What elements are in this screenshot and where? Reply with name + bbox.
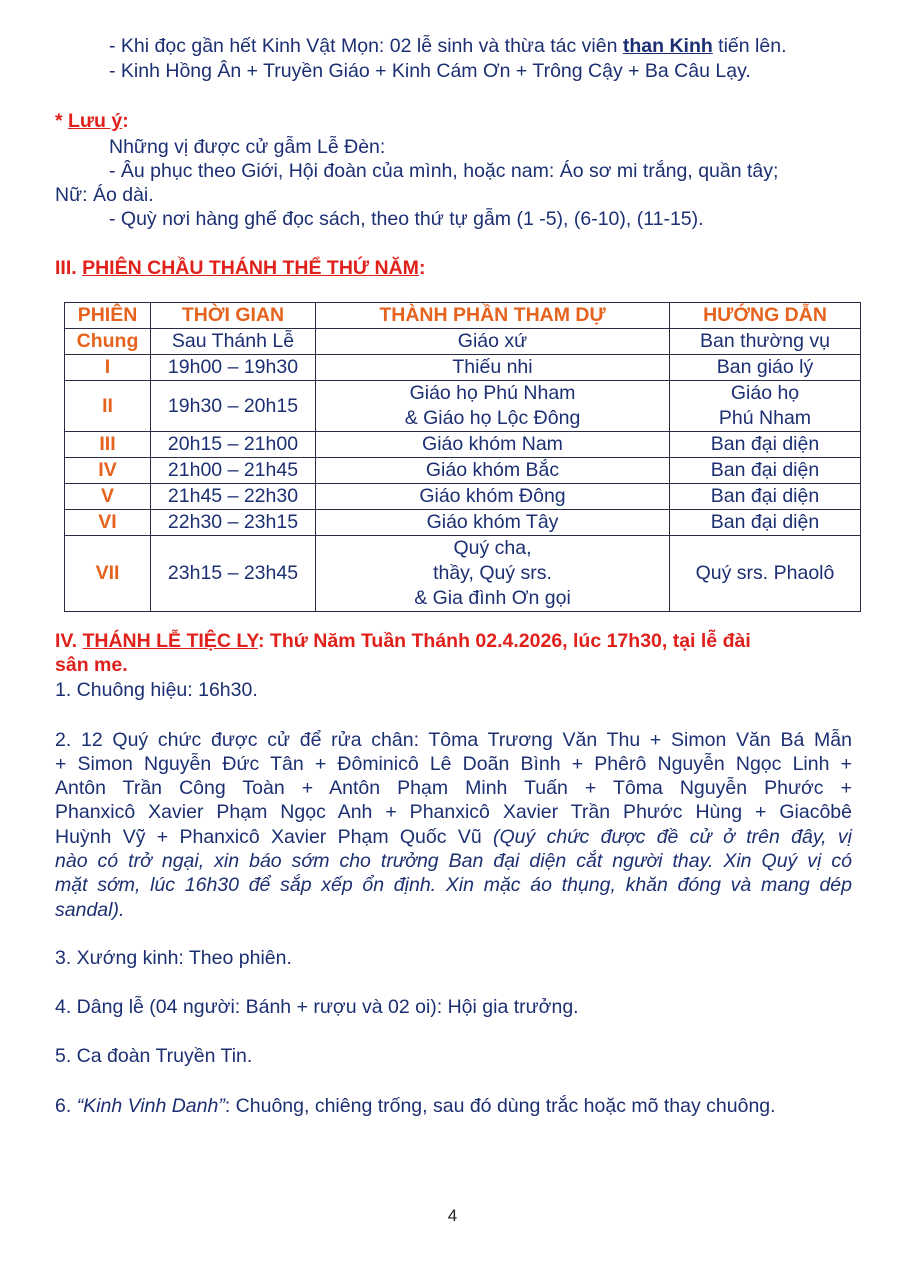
participants-line: Quý cha, bbox=[453, 537, 532, 559]
item-2-line-4: Phanxicô Xavier Phạm Ngọc Anh + Phanxicô Xavier Trần Phước Hùng + Giacôbê bbox=[55, 801, 852, 823]
time-cell: 20h15 – 21h00 bbox=[151, 432, 316, 458]
item-2-line-6: nào có trở ngại, xin báo sớm cho trưởng Ban đại diện cắt người thay. Xin Quý vị có bbox=[55, 850, 852, 872]
item-2-line-7: mặt sớm, lúc 16h30 để sắp xếp ổn định. Xin mặc áo thụng, khăn đóng và mang dép bbox=[55, 874, 852, 896]
item-2-line-5: Huỳnh Vỹ + Phanxicô Xavier Phạm Quốc Vũ (Quý chức được đề cử ở trên đây, vị bbox=[55, 826, 852, 848]
participants-line: Giáo họ Phú Nham bbox=[409, 382, 576, 404]
table-row bbox=[65, 510, 861, 536]
time-cell: 22h30 – 23h15 bbox=[151, 510, 316, 536]
table-row bbox=[65, 381, 861, 432]
section-3-heading: III. PHIÊN CHẦU THÁNH THỂ THỨ NĂM: bbox=[55, 257, 426, 279]
participants-line: thầy, Quý srs. bbox=[433, 562, 552, 584]
guide-cell: Ban đại diện bbox=[670, 432, 861, 458]
guide-cell bbox=[670, 381, 861, 432]
item-3: 3. Xướng kinh: Theo phiên. bbox=[55, 947, 292, 969]
guide-cell: Ban đại diện bbox=[670, 458, 861, 484]
note-heading: * Lưu ý: bbox=[55, 110, 129, 132]
table-row bbox=[65, 458, 861, 484]
phien-cell: V bbox=[65, 484, 151, 510]
item-1: 1. Chuông hiệu: 16h30. bbox=[55, 679, 258, 701]
guide-line: Giáo họ bbox=[730, 382, 800, 404]
item-2-line-1: 2. 12 Quý chức được cử để rửa chân: Tôma Trương Văn Thu + Simon Văn Bá Mẫn bbox=[55, 729, 852, 751]
note-item-1: - Âu phục theo Giới, Hội đoàn của mình, hoặc nam: Áo sơ mi trắng, quần tây; bbox=[109, 160, 779, 182]
guide-cell: Ban đại diện bbox=[670, 510, 861, 536]
table-row bbox=[65, 432, 861, 458]
section-4-heading: IV. THÁNH LỄ TIỆC LY: Thứ Năm Tuần Thánh 02.4.2026, lúc 17h30, tại lễ đài bbox=[55, 630, 751, 652]
item-2-line-3: Antôn Trần Công Toàn + Antôn Phạm Minh Tuấn + Tôma Nguyễn Phước + bbox=[55, 777, 852, 799]
top-line-1: - Khi đọc gần hết Kinh Vật Mọn: 02 lễ sinh và thừa tác viên than Kinh tiến lên. bbox=[109, 35, 787, 57]
participants-cell: Giáo khóm Nam bbox=[316, 432, 670, 458]
section-4-heading-cont: sân me. bbox=[55, 654, 128, 676]
time-cell: 23h15 – 23h45 bbox=[151, 536, 316, 612]
phien-cell: III bbox=[65, 432, 151, 458]
top-line-2: - Kinh Hồng Ân + Truyền Giáo + Kinh Cám Ơn + Trông Cậy + Ba Câu Lạy. bbox=[109, 60, 751, 82]
phien-cell: IV bbox=[65, 458, 151, 484]
page-number: 4 bbox=[447, 1206, 458, 1225]
time-cell: 21h00 – 21h45 bbox=[151, 458, 316, 484]
item-5: 5. Ca đoàn Truyền Tin. bbox=[55, 1045, 253, 1067]
table-row bbox=[65, 484, 861, 510]
col-header-time: THỜI GIAN bbox=[151, 303, 316, 329]
guide-line: Phú Nham bbox=[718, 407, 812, 429]
phien-cell: VI bbox=[65, 510, 151, 536]
guide-cell: Ban thường vụ bbox=[670, 329, 861, 355]
participants-cell bbox=[316, 536, 670, 612]
phien-cell: I bbox=[65, 355, 151, 381]
guide-cell: Ban giáo lý bbox=[670, 355, 861, 381]
table-row bbox=[65, 536, 861, 612]
table-header-row bbox=[65, 303, 861, 329]
phien-cell: Chung bbox=[65, 329, 151, 355]
note-item-2: - Quỳ nơi hàng ghế đọc sách, theo thứ tự gẫm (1 -5), (6-10), (11-15). bbox=[109, 208, 704, 230]
participants-line: & Gia đình Ơn gọi bbox=[414, 587, 571, 609]
item-6: 6. “Kinh Vinh Danh”: Chuông, chiêng trống, sau đó dùng trắc hoặc mõ thay chuông. bbox=[55, 1095, 776, 1117]
item-4: 4. Dâng lễ (04 người: Bánh + rượu và 02 oi): Hội gia trưởng. bbox=[55, 996, 579, 1018]
table-row bbox=[65, 355, 861, 381]
schedule-table bbox=[64, 302, 861, 612]
than-kinh-link[interactable]: than Kinh bbox=[622, 35, 713, 57]
phien-cell: II bbox=[65, 381, 151, 432]
note-item-1-cont: Nữ: Áo dài. bbox=[55, 184, 154, 206]
time-cell: 21h45 – 22h30 bbox=[151, 484, 316, 510]
time-cell: 19h30 – 20h15 bbox=[151, 381, 316, 432]
participants-cell: Giáo khóm Đông bbox=[316, 484, 670, 510]
participants-cell: Giáo xứ bbox=[316, 329, 670, 355]
guide-cell: Ban đại diện bbox=[670, 484, 861, 510]
participants-cell bbox=[316, 381, 670, 432]
col-header-participants: THÀNH PHẦN THAM DỰ bbox=[316, 303, 670, 329]
note-intro: Những vị được cử gẫm Lễ Đèn: bbox=[109, 136, 386, 158]
participants-cell: Giáo khóm Tây bbox=[316, 510, 670, 536]
time-cell: Sau Thánh Lễ bbox=[151, 329, 316, 355]
participants-cell: Thiếu nhi bbox=[316, 355, 670, 381]
table-row bbox=[65, 329, 861, 355]
guide-cell: Quý srs. Phaolô bbox=[670, 536, 861, 612]
participants-line: & Giáo họ Lộc Đông bbox=[404, 407, 581, 429]
participants-cell: Giáo khóm Bắc bbox=[316, 458, 670, 484]
item-2-line-2: + Simon Nguyễn Đức Tân + Đôminicô Lê Doãn Bình + Phêrô Nguyễn Ngọc Linh + bbox=[55, 753, 852, 775]
phien-cell: VII bbox=[65, 536, 151, 612]
time-cell: 19h00 – 19h30 bbox=[151, 355, 316, 381]
col-header-guide: HƯỚNG DẪN bbox=[670, 303, 861, 329]
col-header-phien: PHIÊN bbox=[65, 303, 151, 329]
item-2-line-8: sandal). bbox=[55, 899, 125, 921]
